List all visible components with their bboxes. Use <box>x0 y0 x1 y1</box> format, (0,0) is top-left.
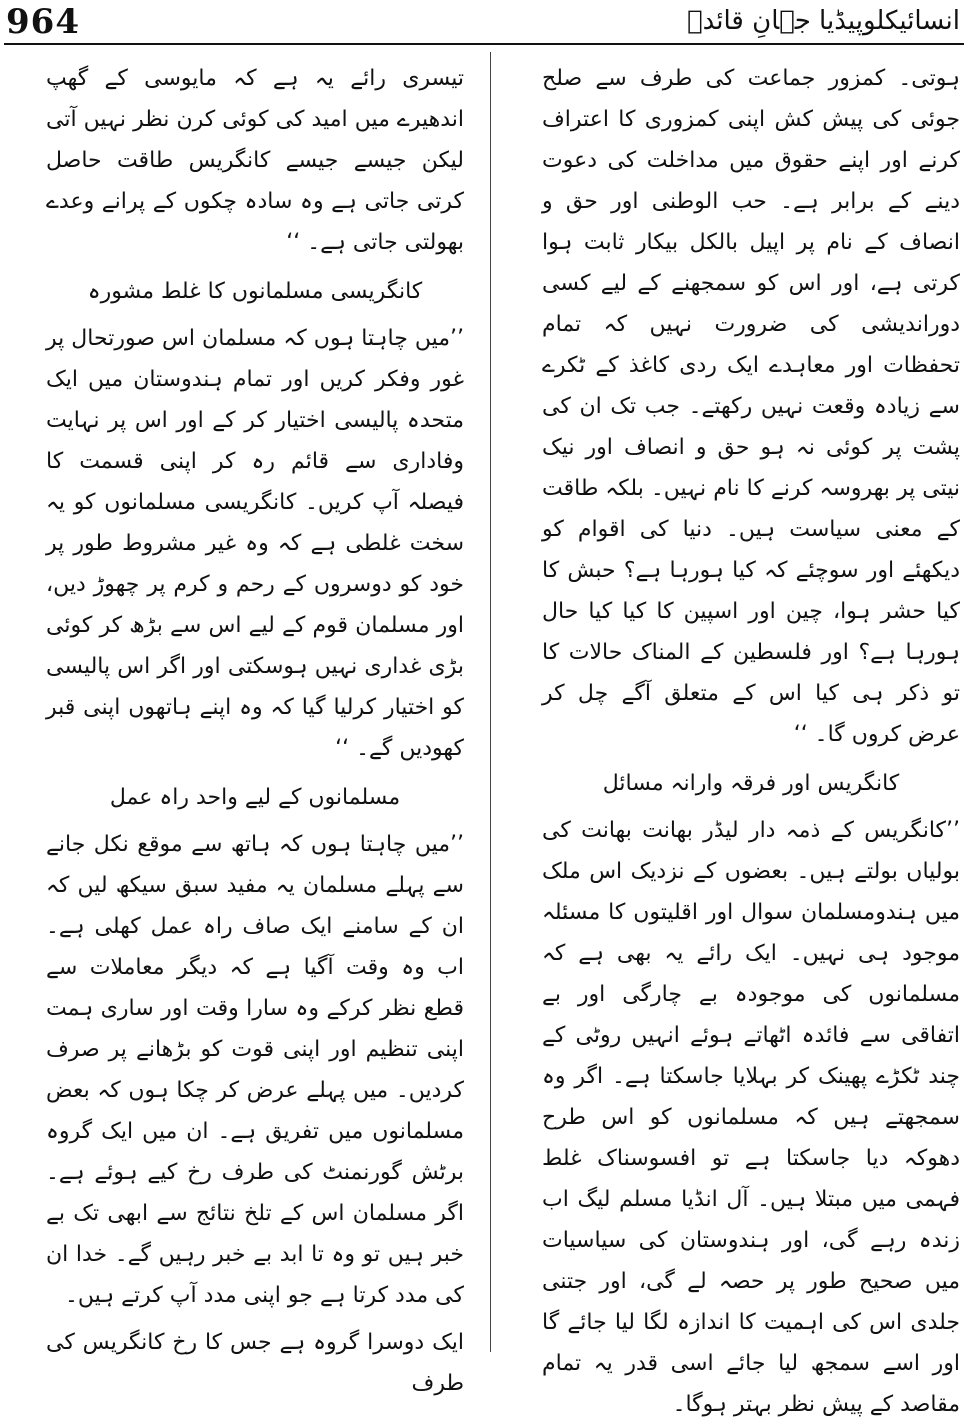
left-paragraph-1: تیسری رائے یہ ہے کہ مایوسی کے گھپ اندھیرے میں امید کی کوئی کرن نظر نہیں آتی لیکن جیسے جیسے کانگریس طاقت حاصل کرتی جاتی ہے وہ سادہ چکوں کے پرانے وعدے بھولتی جاتی ہے۔ ‘‘ <box>46 66 464 255</box>
left-paragraph-4: ایک دوسرا گروہ ہے جس کا رخ کانگریس کی طرف <box>46 1330 464 1396</box>
right-column <box>542 58 960 1417</box>
page-number: 964 <box>6 2 80 42</box>
header-rule <box>4 43 964 45</box>
section-heading-congressi-muslims-advice: کانگریسی مسلمانوں کا غلط مشورہ <box>87 279 423 304</box>
right-paragraph-2: ’’کانگریس کے ذمہ دار لیڈر بھانت بھانت کی بولیاں بولتے ہیں۔ بعضوں کے نزدیک اس ملک میں ہندومسلمان سوال اور اقلیتوں کا مسئلہ موجود ہی نہیں۔ ایک رائے یہ بھی ہے کہ مسلمانوں کی موجودہ بے چارگی اور بے اتفاقی سے فائدہ اٹھاتے ہوئے انہیں روٹی کے چند ٹکڑے پھینک کر بہلایا جاسکتا ہے۔ اگر وہ سمجھتے ہیں کہ مسلمانوں کو اس طرح دھوکہ دیا جاسکتا ہے تو افسوسناک غلط فہمی میں مبتلا ہیں۔ آل انڈیا مسلم لیگ اب زندہ رہے گی، اور ہندوستان کی سیاسیات میں صحیح طور پر حصہ لے گی، اور جتنی جلدی اس کی اہمیت کا اندازہ لگا لیا جائے گا اور اسے سمجھ لیا جائے اسی قدر یہ تمام مقاصد کے پیش نظر بہتر ہوگا۔ <box>542 818 960 1417</box>
left-paragraph-3: ’’میں چاہتا ہوں کہ ہاتھ سے موقع نکل جانے سے پہلے مسلمان یہ مفید سبق سیکھ لیں کہ ان کے سامنے ایک صاف راہ عمل کھلی ہے۔ اب وہ وقت آگیا ہے کہ دیگر معاملات سے قطع نظر کرکے وہ سارا وقت اور ساری ہمت اپنی تنظیم اور اپنی قوت کو بڑھانے پر صرف کردیں۔ میں پہلے عرض کر چکا ہوں کہ بعض مسلمانوں میں تفریق ہے۔ ان میں ایک گروہ برٹش گورنمنٹ کی طرف رخ کیے ہوئے ہے۔ اگر مسلمان اس کے تلخ نتائج سے ابھی تک بے خبر ہیں تو وہ تا ابد بے خبر رہیں گے۔ خدا ان کی مدد کرتا ہے جو اپنی مدد آپ کرتے ہیں۔ <box>46 832 464 1308</box>
column-divider <box>490 52 491 1352</box>
left-column <box>46 58 464 1396</box>
running-title: انسائیکلوپیڈیا جہانِ قائدؒ <box>687 6 960 36</box>
page-header <box>0 0 968 44</box>
left-paragraph-2: ’’میں چاہتا ہوں کہ مسلمان اس صورتحال پر غور وفکر کریں اور تمام ہندوستان میں ایک متحدہ پالیسی اختیار کر کے اور اس پر نہایت وفاداری سے قائم رہ کر اپنی قسمت کا فیصلہ آپ کریں۔ کانگریسی مسلمانوں کو یہ سخت غلطی ہے کہ وہ غیر مشروط طور پر خود کو دوسروں کے رحم و کرم پر چھوڑ دیں، اور مسلمان قوم کے لیے اس سے بڑھ کر کوئی بڑی غداری نہیں ہوسکتی اور اگر اس پالیسی کو اختیار کرلیا گیا کہ وہ اپنے ہاتھوں اپنی قبر کھودیں گے۔ ‘‘ <box>46 326 464 761</box>
section-heading-single-path-for-muslims: مسلمانوں کے لیے واحد راہ عمل <box>109 785 401 810</box>
right-paragraph-1: ہوتی۔ کمزور جماعت کی طرف سے صلح جوئی کی پیش کش اپنی کمزوری کا اعتراف کرنے اور اپنے حقوق میں مداخلت کی دعوت دینے کے برابر ہے۔ حب الوطنی اور حق و انصاف کے نام پر اپیل بالکل بیکار ثابت ہوا کرتی ہے، اور اس کو سمجھنے کے لیے کسی دوراندیشی کی ضرورت نہیں کہ تمام تحفظات اور معاہدے ایک ردی کاغذ کے ٹکرے سے زیادہ وقعت نہیں رکھتے۔ جب تک ان کی پشت پر کوئی نہ ہو حق و انصاف اور نیک نیتی پر بھروسہ کرنے کا نام نہیں۔ بلکہ طاقت کے معنی سیاست ہیں۔ دنیا کی اقوام کو دیکھئے اور سوچئے کہ کیا ہورہا ہے؟ حبش کا کیا حشر ہوا، چین اور اسپین کا کیا کیا حال ہورہا ہے؟ اور فلسطین کے المناک حالات کا تو ذکر ہی کیا اس کے متعلق آگے چل کر عرض کروں گا۔ ‘‘ <box>542 66 960 747</box>
section-heading-congress-communal-issues: کانگریس اور فرقہ وارانہ مسائل <box>602 771 900 796</box>
